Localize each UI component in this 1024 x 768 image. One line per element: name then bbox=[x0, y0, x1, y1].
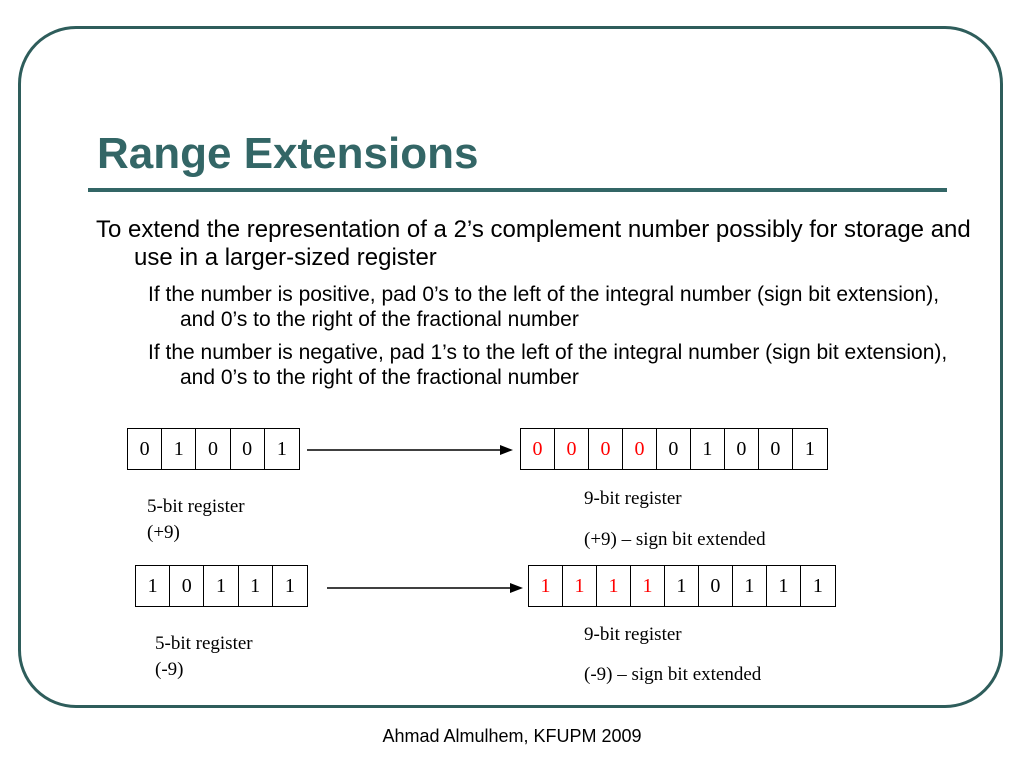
bit-cell: 0 bbox=[725, 429, 759, 469]
caption-5bit-register-value: (-9) bbox=[155, 659, 184, 680]
bit-cell: 1 bbox=[162, 429, 196, 469]
slide-footer: Ahmad Almulhem, KFUPM 2009 bbox=[382, 726, 642, 746]
extended-bit-cell: 0 bbox=[589, 429, 623, 469]
bit-cell: 0 bbox=[699, 566, 733, 606]
register-5bit-positive bbox=[127, 428, 300, 470]
bit-cell: 0 bbox=[231, 429, 265, 469]
bit-cell: 1 bbox=[733, 566, 767, 606]
caption-9bit-register-value: (+9) – sign bit extended bbox=[584, 529, 766, 550]
caption-5bit-register-label: 5-bit register bbox=[147, 496, 245, 517]
bit-cell: 1 bbox=[767, 566, 801, 606]
bit-cell: 1 bbox=[284, 574, 295, 597]
extended-bit-cell: 1 bbox=[597, 566, 631, 606]
extended-bit-cell: 1 bbox=[563, 566, 597, 606]
caption-5bit-register-label: 5-bit register bbox=[155, 633, 253, 654]
caption-9bit-register-label: 9-bit register bbox=[584, 624, 682, 645]
title-divider bbox=[88, 188, 947, 192]
bit-cell: 0 bbox=[128, 429, 162, 469]
bit-cell: 1 bbox=[691, 429, 725, 469]
bit-cell: 1 bbox=[812, 574, 823, 597]
extend-arrow-positive bbox=[305, 440, 515, 460]
extended-bit-cell: 1 bbox=[631, 566, 665, 606]
caption-9bit-register-value: (-9) – sign bit extended bbox=[584, 664, 762, 685]
slide-title: Range Extensions bbox=[97, 129, 479, 178]
bit-cell: 0 bbox=[657, 429, 691, 469]
register-5bit-negative bbox=[135, 565, 308, 607]
bit-cell: 1 bbox=[804, 437, 815, 460]
sub-bullet-negative: If the number is negative, pad 1’s to the left of the integral number (sign bit extension), and 0’s to the right of the fractional number bbox=[148, 341, 948, 389]
caption-5bit-register-value: (+9) bbox=[147, 522, 180, 543]
extended-bit-cell: 1 bbox=[529, 566, 563, 606]
bit-cell: 0 bbox=[196, 429, 230, 469]
bit-cell: 0 bbox=[759, 429, 793, 469]
bit-cell: 1 bbox=[665, 566, 699, 606]
bit-cell: 1 bbox=[239, 566, 273, 606]
extended-bit-cell: 0 bbox=[623, 429, 657, 469]
extended-bit-cell: 0 bbox=[555, 429, 589, 469]
bit-cell: 1 bbox=[276, 437, 287, 460]
bit-cell: 0 bbox=[170, 566, 204, 606]
extended-bit-cell: 0 bbox=[521, 429, 555, 469]
register-9bit-negative bbox=[528, 565, 836, 607]
register-9bit-positive bbox=[520, 428, 828, 470]
sub-bullet-positive: If the number is positive, pad 0’s to the left of the integral number (sign bit extension), and 0’s to the right of the fractional number bbox=[148, 283, 940, 331]
main-bullet: To extend the representation of a 2’s complement number possibly for storage and use in a larger-sized register bbox=[96, 216, 971, 271]
bit-cell: 1 bbox=[204, 566, 238, 606]
caption-9bit-register-label: 9-bit register bbox=[584, 488, 682, 509]
bit-cell: 1 bbox=[136, 566, 170, 606]
extend-arrow-negative bbox=[325, 578, 525, 598]
